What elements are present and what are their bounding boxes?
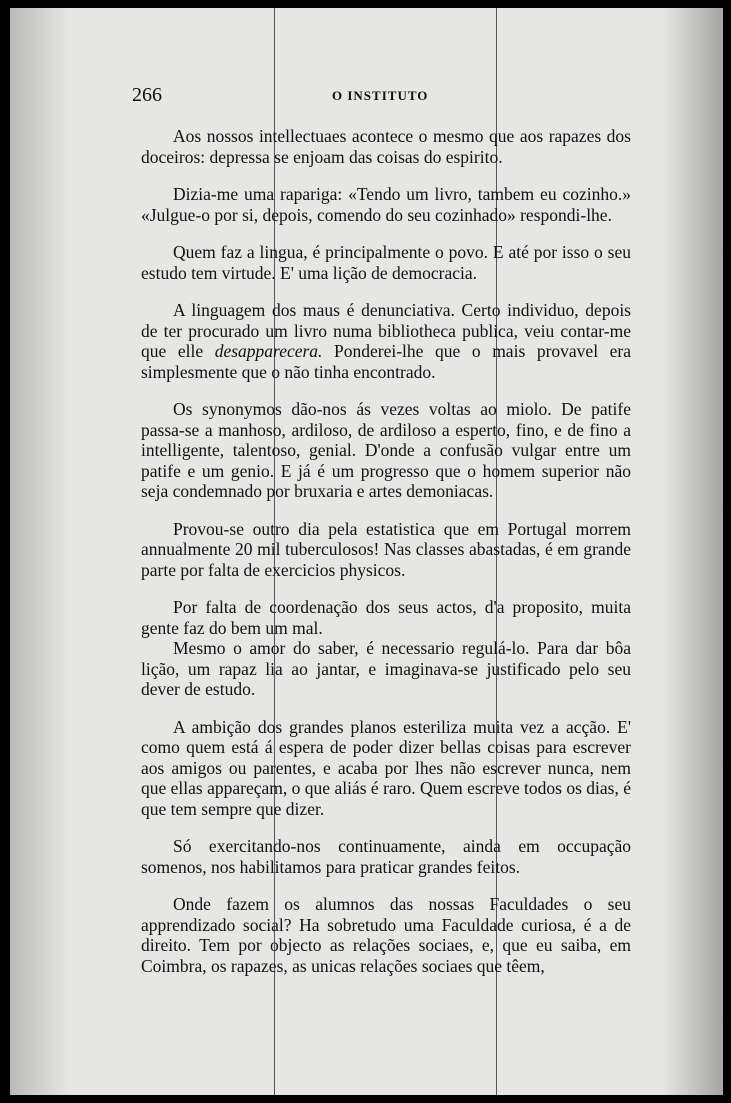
- paragraph: Por falta de coordenação dos seus actos, d'a proposito, muita gente faz do bem um mal.: [141, 597, 631, 638]
- paragraph: A ambição dos grandes planos esteriliza muita vez a acção. E' como quem está á espera de poder dizer bellas coisas para escrever aos amigos ou parentes, e acaba por lhes não escrever nunca, nem que ellas appareçam, o que aliás é raro. Quem escreve todos os dias, é que tem sempre que dizer.: [141, 716, 631, 819]
- paragraph: Mesmo o amor do saber, é necessario regulá-lo. Para dar bôa lição, um rapaz lia ao jantar, e imaginava-se justificado pelo seu dever de estudo.: [141, 638, 631, 699]
- page-header: [132, 84, 612, 108]
- page-number: 266: [132, 84, 162, 106]
- paragraph-text: A linguagem dos maus é denunciativa. Certo individuo, depois de ter procurado um livro numa bibliotheca publica, veiu contar-me que elle: [141, 300, 631, 361]
- page-body: [141, 126, 631, 993]
- paragraph: Quem faz a lingua, é principalmente o povo. E até por isso o seu estudo tem virtude. E' uma lição de democracia.: [141, 242, 631, 283]
- paragraph: Onde fazem os alumnos das nossas Faculdades o seu apprendizado social? Ha sobretudo uma Faculdade curiosa, é a de direito. Tem por objecto as relações sociaes, e, que eu saiba, em Coimbra, os rapazes, as unicas relações sociaes que têem,: [141, 894, 631, 976]
- paragraph: [141, 300, 631, 382]
- paragraph: Só exercitando-nos continuamente, ainda em occupação somenos, nos habilitamos para praticar grandes feitos.: [141, 836, 631, 877]
- right-page-shadow: [663, 8, 723, 1095]
- paragraph: Os synonymos dão-nos ás vezes voltas ao miolo. De patife passa-se a manhoso, ardiloso, de ardiloso a esperto, fino, e de fino a intelligente, talentoso, genial. D'onde a confusão vulgar entre um patife e um genio. E já é um progresso que o homem superior não seja condemnado por bruxaria e artes demoniacas.: [141, 399, 631, 501]
- paragraph: Aos nossos intellectuaes acontece o mesmo que aos rapazes dos doceiros: depressa se enjoam das coisas do espirito.: [141, 126, 631, 167]
- left-page-shadow: [10, 8, 70, 1095]
- running-title: O INSTITUTO: [332, 88, 429, 103]
- paragraph: Provou-se outro dia pela estatistica que em Portugal morrem annualmente 20 mil tuberculosos! Nas classes abastadas, é em grande parte por falta de exercicios physicos.: [141, 518, 631, 580]
- italic-word: desapparecera.: [214, 341, 323, 361]
- paragraph-text: Ponderei-lhe que o mais provavel era simplesmente que o não tinha encontrado.: [141, 341, 631, 382]
- paragraph: Dizia-me uma rapariga: «Tendo um livro, tambem eu cozinho.» «Julgue-o por si, depois, comendo do seu cozinhado» respondi-lhe.: [141, 184, 631, 225]
